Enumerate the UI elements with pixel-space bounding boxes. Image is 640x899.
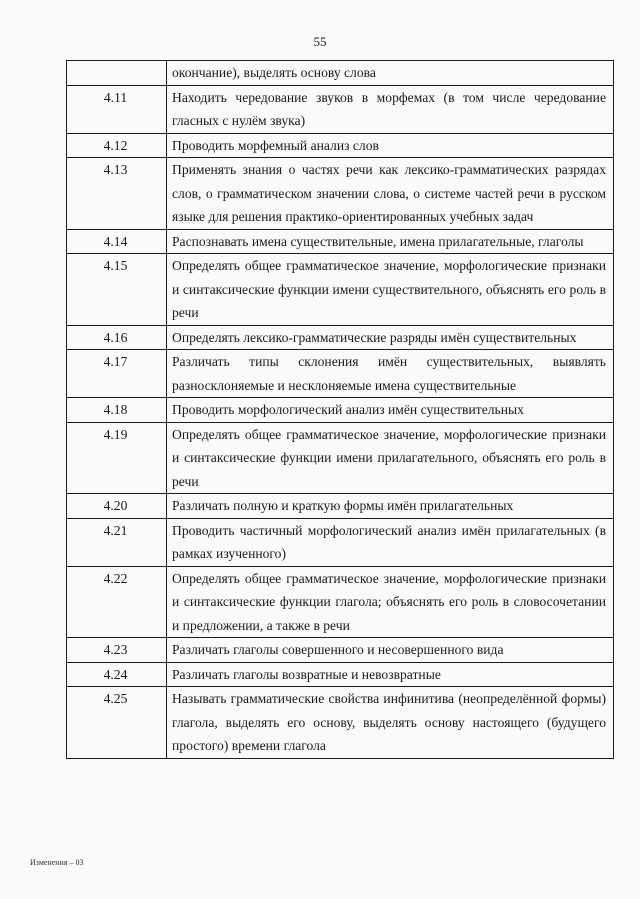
row-text: Проводить морфологический анализ имён существительных xyxy=(167,398,614,423)
row-text: Проводить морфемный анализ слов xyxy=(167,133,614,158)
table-row xyxy=(67,566,614,638)
row-text: Определять общее грамматическое значение, морфологические признаки и синтаксические функции имени существительного, объяснять его роль в речи xyxy=(167,254,614,326)
row-code: 4.14 xyxy=(67,229,167,254)
row-text: Различать глаголы возвратные и невозвратные xyxy=(167,662,614,687)
table-row xyxy=(67,398,614,423)
row-text: Находить чередование звуков в морфемах (в том числе чередование гласных с нулём звука) xyxy=(167,85,614,133)
row-text: Различать полную и краткую формы имён прилагательных xyxy=(167,494,614,519)
table-row xyxy=(67,638,614,663)
row-text: Определять общее грамматическое значение, морфологические признаки и синтаксические функции глагола; объяснять его роль в словосочетании и предложении, а также в речи xyxy=(167,566,614,638)
row-code: 4.25 xyxy=(67,687,167,759)
table-row xyxy=(67,518,614,566)
table-row xyxy=(67,350,614,398)
table-row xyxy=(67,229,614,254)
row-text: Различать типы склонения имён существительных, выявлять разносклоняемые и несклоняемые имена существительные xyxy=(167,350,614,398)
row-code: 4.17 xyxy=(67,350,167,398)
row-code: 4.20 xyxy=(67,494,167,519)
row-code: 4.12 xyxy=(67,133,167,158)
row-text: Называть грамматические свойства инфинитива (неопределённой формы) глагола, выделять его основу, выделять основу настоящего (будущего простого) времени глагола xyxy=(167,687,614,759)
row-code: 4.15 xyxy=(67,254,167,326)
row-code: 4.22 xyxy=(67,566,167,638)
row-code: 4.13 xyxy=(67,158,167,230)
row-code: 4.11 xyxy=(67,85,167,133)
requirements-table xyxy=(66,60,614,759)
row-text: Распознавать имена существительные, имена прилагательные, глаголы xyxy=(167,229,614,254)
table-row xyxy=(67,494,614,519)
row-text: окончание), выделять основу слова xyxy=(167,61,614,86)
footer-revision: Изменения – 03 xyxy=(30,858,84,867)
row-text: Проводить частичный морфологический анализ имён прилагательных (в рамках изученного) xyxy=(167,518,614,566)
table-row xyxy=(67,85,614,133)
table-row xyxy=(67,254,614,326)
row-code: 4.19 xyxy=(67,422,167,494)
row-code: 4.21 xyxy=(67,518,167,566)
row-text: Определять лексико-грамматические разряды имён существительных xyxy=(167,325,614,350)
table-row xyxy=(67,158,614,230)
table-row xyxy=(67,422,614,494)
row-code xyxy=(67,61,167,86)
row-text: Различать глаголы совершенного и несовершенного вида xyxy=(167,638,614,663)
row-text: Применять знания о частях речи как лексико-грамматических разрядах слов, о грамматическом значении слова, о системе частей речи в русском языке для решения практико-ориентированных учебных задач xyxy=(167,158,614,230)
row-code: 4.16 xyxy=(67,325,167,350)
row-code: 4.24 xyxy=(67,662,167,687)
row-code: 4.18 xyxy=(67,398,167,423)
table-row xyxy=(67,133,614,158)
table-row xyxy=(67,662,614,687)
page-number: 55 xyxy=(313,34,327,49)
row-text: Определять общее грамматическое значение, морфологические признаки и синтаксические функции имени прилагательного, объяснять его роль в речи xyxy=(167,422,614,494)
row-code: 4.23 xyxy=(67,638,167,663)
table-row xyxy=(67,325,614,350)
table-row xyxy=(67,687,614,759)
table-row xyxy=(67,61,614,86)
